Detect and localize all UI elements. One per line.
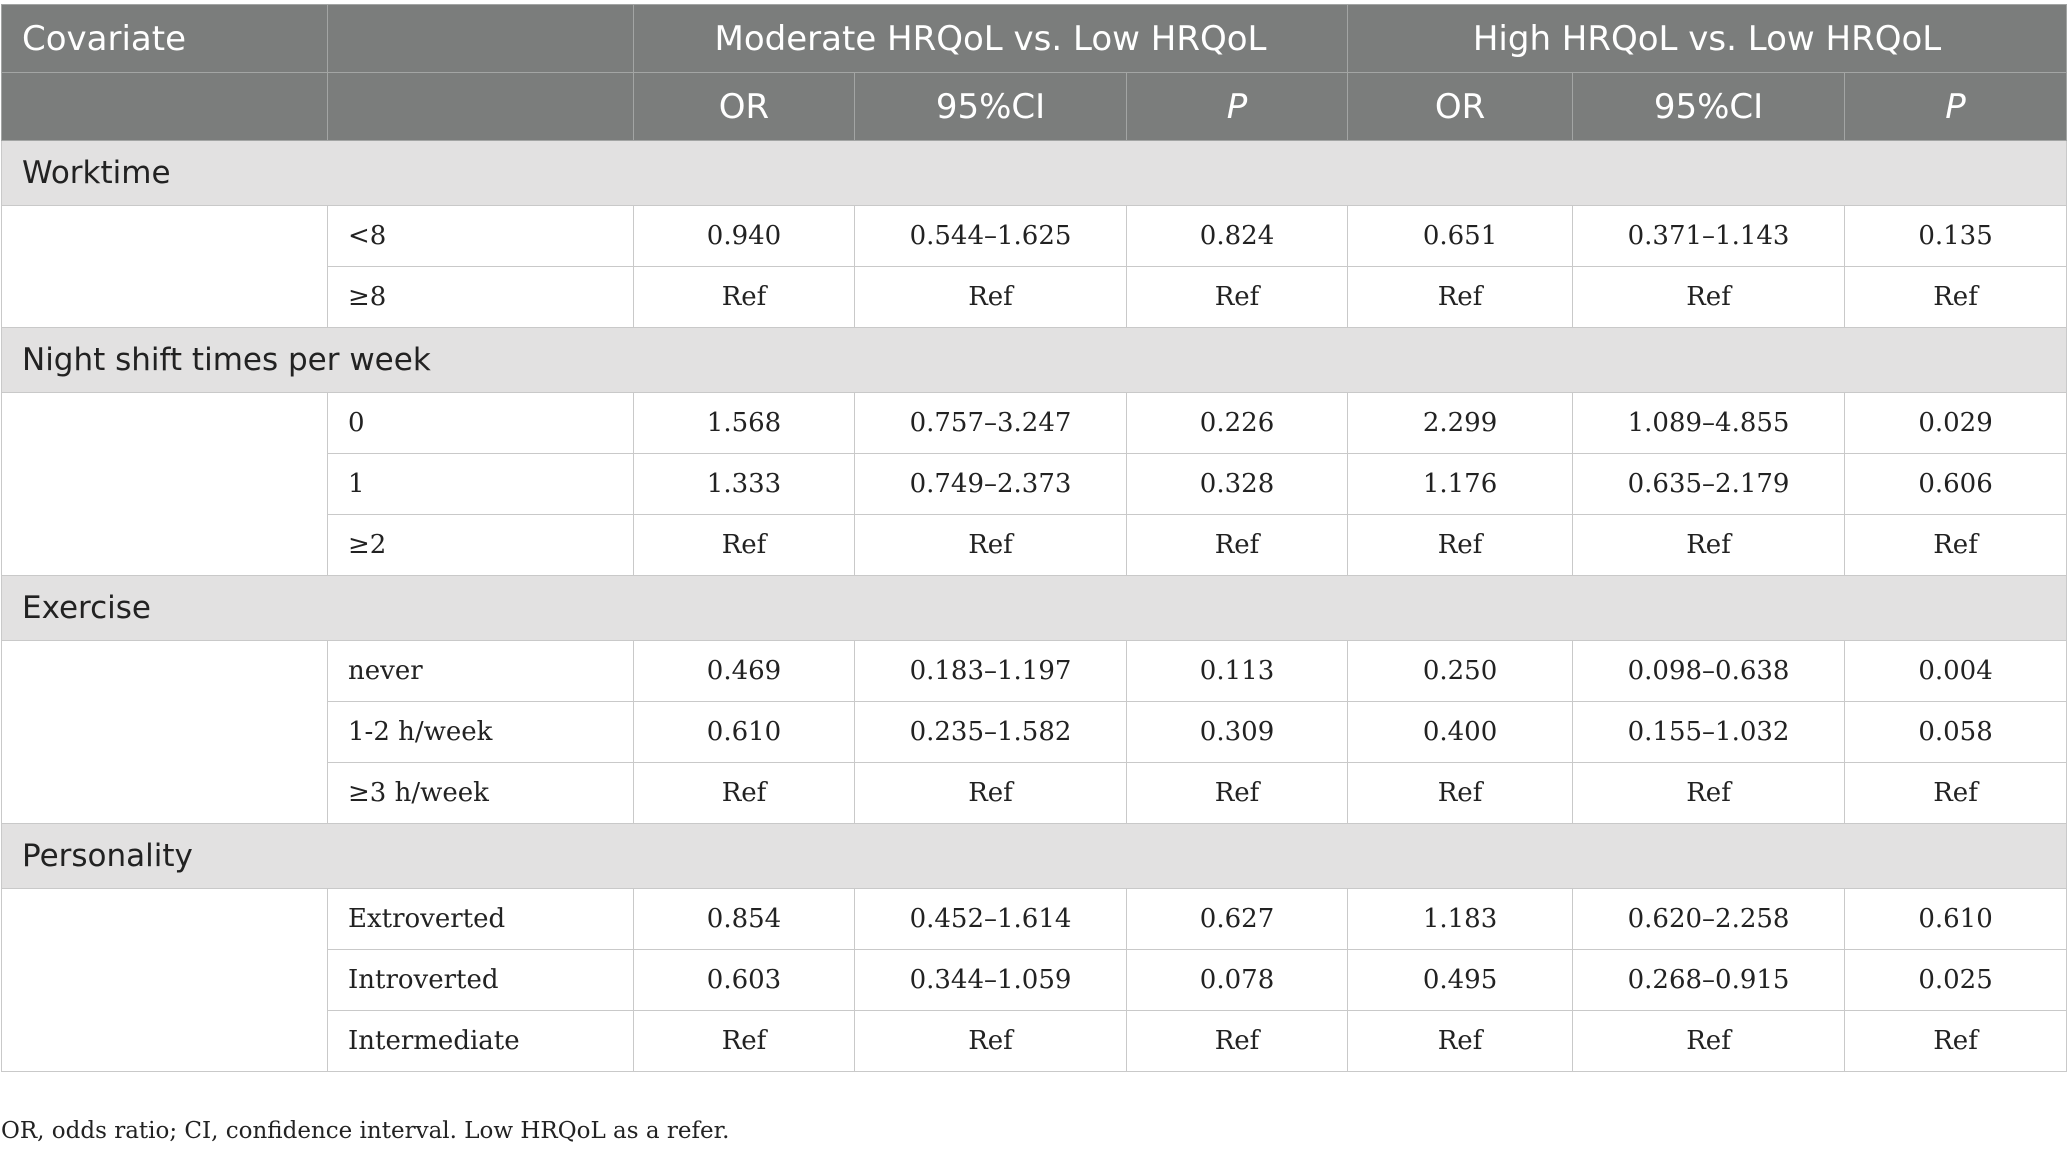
ci-header-moderate: 95%CI — [855, 73, 1127, 141]
p-high-cell: 0.606 — [1845, 454, 2067, 515]
ci-high-cell: 0.620–2.258 — [1573, 889, 1845, 950]
or-high-cell: Ref — [1348, 515, 1573, 576]
ci-moderate-cell: 0.235–1.582 — [855, 702, 1127, 763]
ci-moderate-cell: Ref — [855, 267, 1127, 328]
section-title: Worktime — [2, 141, 2067, 206]
ci-moderate-cell: 0.183–1.197 — [855, 641, 1127, 702]
level-cell: <8 — [328, 206, 634, 267]
section-row-worktime — [2, 141, 2067, 206]
p-label: P — [1226, 86, 1248, 127]
level-header — [328, 5, 634, 73]
p-high-cell: 0.004 — [1845, 641, 2067, 702]
header-row-columns — [2, 73, 2067, 141]
p-high-cell: 0.025 — [1845, 950, 2067, 1011]
ci-moderate-cell: 0.749–2.373 — [855, 454, 1127, 515]
covariate-cell — [2, 889, 328, 1072]
p-label: P — [1945, 86, 1966, 127]
ci-high-cell: 0.371–1.143 — [1573, 206, 1845, 267]
covariate-header: Covariate — [2, 5, 328, 73]
section-row-exercise — [2, 576, 2067, 641]
p-high-cell: 0.029 — [1845, 393, 2067, 454]
or-high-cell: 0.495 — [1348, 950, 1573, 1011]
p-high-cell: 0.058 — [1845, 702, 2067, 763]
ci-moderate-cell: Ref — [855, 763, 1127, 824]
or-high-cell: 0.651 — [1348, 206, 1573, 267]
or-moderate-cell: 0.940 — [634, 206, 855, 267]
p-moderate-cell: 0.824 — [1127, 206, 1348, 267]
table-row — [2, 641, 2067, 702]
table-footnote: OR, odds ratio; CI, confidence interval. Low HRQoL as a refer. — [1, 1118, 730, 1144]
p-header-moderate — [1127, 73, 1348, 141]
ci-high-cell: Ref — [1573, 763, 1845, 824]
or-moderate-cell: 1.568 — [634, 393, 855, 454]
table-row — [2, 889, 2067, 950]
or-high-cell: Ref — [1348, 763, 1573, 824]
p-high-cell: 0.610 — [1845, 889, 2067, 950]
table-body — [2, 141, 2067, 1072]
or-high-cell: 1.176 — [1348, 454, 1573, 515]
or-header-high: OR — [1348, 73, 1573, 141]
ci-moderate-cell: 0.452–1.614 — [855, 889, 1127, 950]
p-high-cell: Ref — [1845, 515, 2067, 576]
or-high-cell: 2.299 — [1348, 393, 1573, 454]
p-high-cell: Ref — [1845, 763, 2067, 824]
high-vs-low-header: High HRQoL vs. Low HRQoL — [1348, 5, 2067, 73]
or-moderate-cell: Ref — [634, 1011, 855, 1072]
level-cell: 0 — [328, 393, 634, 454]
or-header-moderate: OR — [634, 73, 855, 141]
p-moderate-cell: 0.627 — [1127, 889, 1348, 950]
or-high-cell: Ref — [1348, 1011, 1573, 1072]
section-title: Night shift times per week — [2, 328, 2067, 393]
p-high-cell: Ref — [1845, 267, 2067, 328]
ci-moderate-cell: Ref — [855, 1011, 1127, 1072]
or-moderate-cell: 0.610 — [634, 702, 855, 763]
ci-moderate-cell: 0.344–1.059 — [855, 950, 1127, 1011]
p-moderate-cell: Ref — [1127, 267, 1348, 328]
or-moderate-cell: Ref — [634, 267, 855, 328]
p-moderate-cell: 0.328 — [1127, 454, 1348, 515]
or-moderate-cell: 0.603 — [634, 950, 855, 1011]
level-cell: Introverted — [328, 950, 634, 1011]
section-title: Personality — [2, 824, 2067, 889]
ci-high-cell: 1.089–4.855 — [1573, 393, 1845, 454]
p-moderate-cell: 0.226 — [1127, 393, 1348, 454]
ci-moderate-cell: Ref — [855, 515, 1127, 576]
covariate-cell — [2, 641, 328, 824]
section-title: Exercise — [2, 576, 2067, 641]
level-cell: Extroverted — [328, 889, 634, 950]
p-moderate-cell: 0.309 — [1127, 702, 1348, 763]
ci-high-cell: 0.098–0.638 — [1573, 641, 1845, 702]
section-row-night-shift — [2, 328, 2067, 393]
p-moderate-cell: Ref — [1127, 515, 1348, 576]
level-cell: 1 — [328, 454, 634, 515]
or-moderate-cell: 0.469 — [634, 641, 855, 702]
p-header-high — [1845, 73, 2067, 141]
table-row — [2, 206, 2067, 267]
results-table — [1, 4, 2067, 1072]
ci-moderate-cell: 0.757–3.247 — [855, 393, 1127, 454]
level-cell: 1-2 h/week — [328, 702, 634, 763]
moderate-vs-low-header: Moderate HRQoL vs. Low HRQoL — [634, 5, 1348, 73]
level-cell: ≥3 h/week — [328, 763, 634, 824]
level-subheader — [328, 73, 634, 141]
ci-high-cell: 0.268–0.915 — [1573, 950, 1845, 1011]
p-moderate-cell: 0.078 — [1127, 950, 1348, 1011]
or-high-cell: Ref — [1348, 267, 1573, 328]
level-cell: ≥2 — [328, 515, 634, 576]
ci-high-cell: 0.635–2.179 — [1573, 454, 1845, 515]
p-moderate-cell: 0.113 — [1127, 641, 1348, 702]
or-high-cell: 0.400 — [1348, 702, 1573, 763]
or-moderate-cell: 1.333 — [634, 454, 855, 515]
section-row-personality — [2, 824, 2067, 889]
level-cell: never — [328, 641, 634, 702]
ci-high-cell: 0.155–1.032 — [1573, 702, 1845, 763]
covariate-cell — [2, 206, 328, 328]
table-header — [2, 5, 2067, 141]
p-moderate-cell: Ref — [1127, 1011, 1348, 1072]
ci-high-cell: Ref — [1573, 267, 1845, 328]
covariate-subheader — [2, 73, 328, 141]
ci-high-cell: Ref — [1573, 1011, 1845, 1072]
or-moderate-cell: 0.854 — [634, 889, 855, 950]
header-row-groups — [2, 5, 2067, 73]
or-high-cell: 0.250 — [1348, 641, 1573, 702]
level-cell: Intermediate — [328, 1011, 634, 1072]
or-moderate-cell: Ref — [634, 763, 855, 824]
level-cell: ≥8 — [328, 267, 634, 328]
covariate-cell — [2, 393, 328, 576]
ci-high-cell: Ref — [1573, 515, 1845, 576]
p-moderate-cell: Ref — [1127, 763, 1348, 824]
p-high-cell: Ref — [1845, 1011, 2067, 1072]
ci-moderate-cell: 0.544–1.625 — [855, 206, 1127, 267]
or-moderate-cell: Ref — [634, 515, 855, 576]
or-high-cell: 1.183 — [1348, 889, 1573, 950]
p-high-cell: 0.135 — [1845, 206, 2067, 267]
ci-header-high: 95%CI — [1573, 73, 1845, 141]
table-row — [2, 393, 2067, 454]
